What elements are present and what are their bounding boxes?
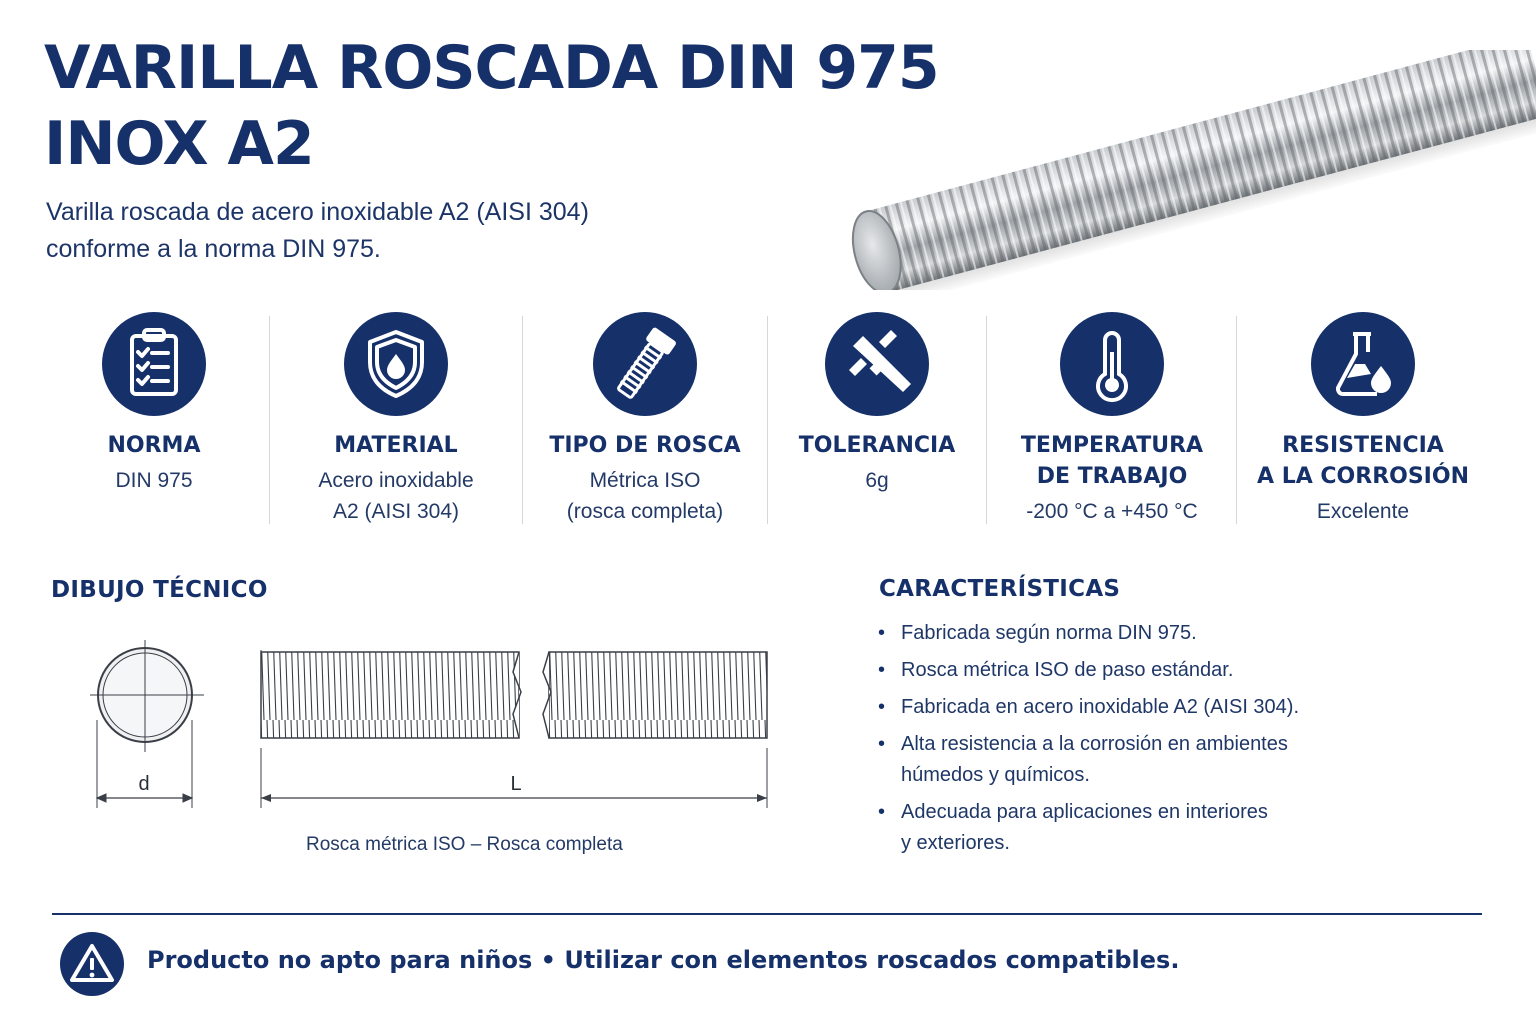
list-item: • Adecuada para aplicaciones en interiores y exteriores. <box>878 797 1478 859</box>
spec-value: Acero inoxidable A2 (AISI 304) <box>318 469 474 523</box>
spec-title: MATERIAL <box>334 433 458 458</box>
spec-material <box>268 312 524 526</box>
spec-value: DIN 975 <box>115 469 193 492</box>
specs-row <box>30 312 1506 526</box>
list-item: • Rosca métrica ISO de paso estándar. <box>878 655 1478 686</box>
subtitle-line-2: conforme a la norma DIN 975. <box>46 235 381 263</box>
spec-value: -200 °C a +450 °C <box>1026 500 1198 523</box>
features-list <box>878 618 1478 865</box>
technical-drawing <box>80 630 800 830</box>
spec-divider <box>986 316 987 524</box>
spec-value: 6g <box>865 469 889 492</box>
bolt-icon <box>593 312 697 416</box>
features-title: CARACTERÍSTICAS <box>879 576 1121 602</box>
spec-title: NORMA <box>107 433 201 458</box>
dimension-d-label: d <box>138 773 150 795</box>
title-line-2: INOX A2 <box>44 109 314 179</box>
spec-tipo-rosca <box>518 312 772 526</box>
spec-title: RESISTENCIA A LA CORROSIÓN <box>1257 433 1469 489</box>
page-title <box>44 30 939 182</box>
subtitle-line-1: Varilla roscada de acero inoxidable A2 (AISI 304) <box>46 198 589 226</box>
threaded-rod-image <box>830 50 1536 290</box>
spec-resistencia <box>1236 312 1490 526</box>
thermometer-icon <box>1060 312 1164 416</box>
spec-title: TIPO DE ROSCA <box>549 433 741 458</box>
footer-warning-text: Producto no apto para niños • Utilizar con elementos roscados compatibles. <box>147 946 1180 974</box>
spec-value: Excelente <box>1316 500 1410 523</box>
dimension-L-label: L <box>510 773 522 795</box>
spec-temperatura <box>988 312 1236 526</box>
spec-value: Métrica ISO (rosca completa) <box>566 469 724 523</box>
footer-divider <box>52 913 1482 915</box>
list-item: • Fabricada en acero inoxidable A2 (AISI 304). <box>878 692 1478 723</box>
warning-icon <box>60 932 124 996</box>
spec-title: TEMPERATURA DE TRABAJO <box>1020 433 1204 489</box>
spec-title: TOLERANCIA <box>798 433 956 458</box>
list-item: • Fabricada según norma DIN 975. <box>878 618 1478 649</box>
drawing-title: DIBUJO TÉCNICO <box>51 577 268 603</box>
spec-tolerancia <box>768 312 986 526</box>
list-item: • Alta resistencia a la corrosión en ambientes húmedos y químicos. <box>878 729 1478 791</box>
page-subtitle <box>46 194 746 268</box>
caliper-icon <box>825 312 929 416</box>
flask-drop-icon <box>1311 312 1415 416</box>
title-line-1: VARILLA ROSCADA DIN 975 <box>44 33 939 103</box>
spec-norma <box>30 312 278 526</box>
drawing-caption: Rosca métrica ISO – Rosca completa <box>306 834 623 855</box>
clipboard-checklist-icon <box>102 312 206 416</box>
shield-drop-icon <box>344 312 448 416</box>
